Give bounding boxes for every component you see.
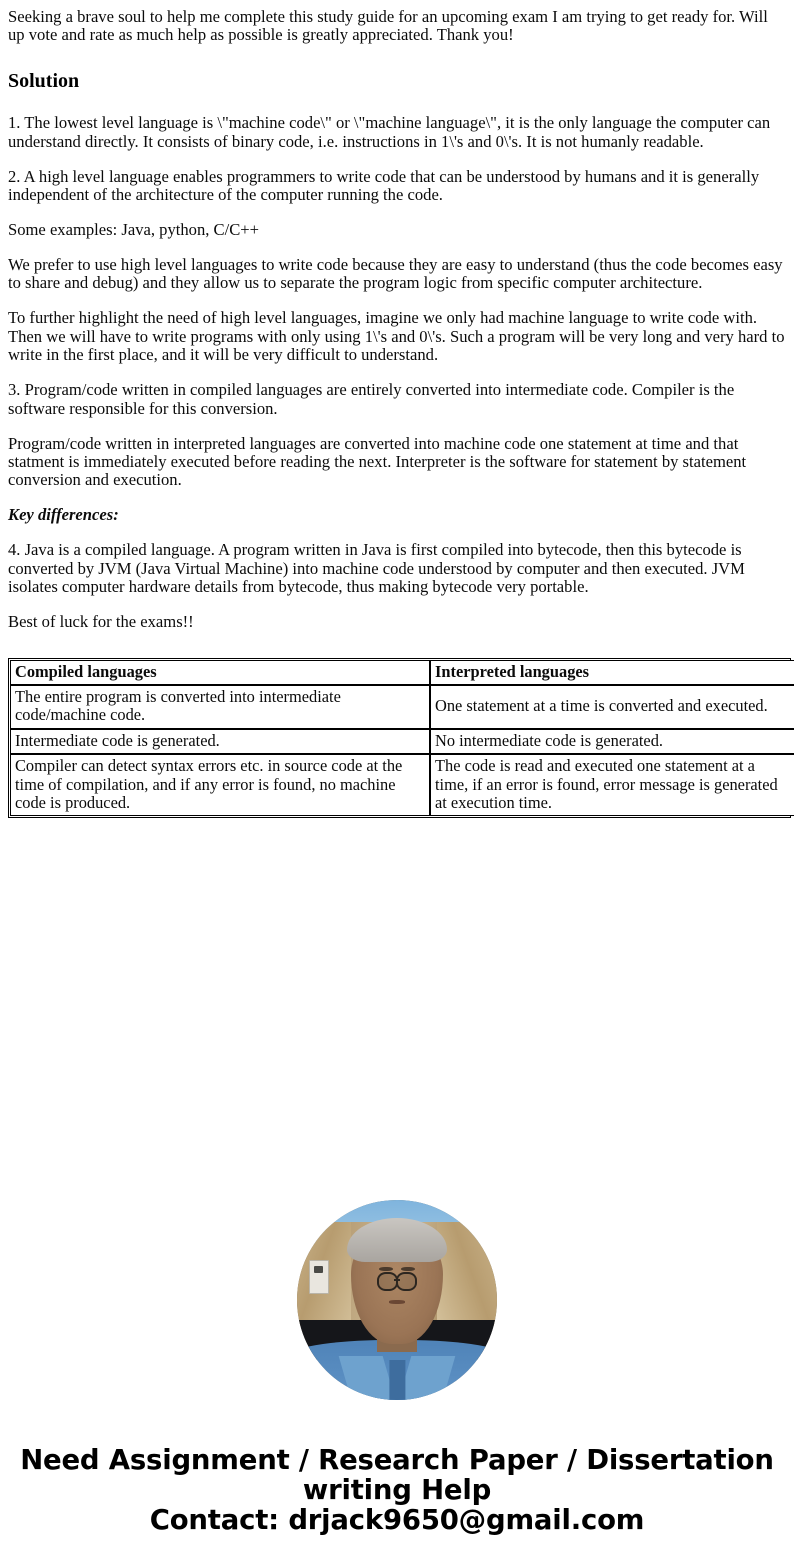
avatar-background-switch — [309, 1260, 329, 1294]
key-differences-label: Key differences: — [8, 505, 119, 525]
table-cell-compiled-2: Intermediate code is generated. — [10, 729, 430, 754]
avatar-tie — [389, 1360, 405, 1400]
intro-paragraph: Seeking a brave soul to help me complete this study guide for an upcoming exam I am trying to get ready for. Will up vote and rate as much help as possible is greatly appreciated. Thank you! — [8, 7, 768, 45]
promo-contact-line: Contact: drjack9650@gmail.com — [149, 1503, 645, 1536]
avatar-section — [8, 1200, 786, 1400]
highlight-paragraph: To further highlight the need of high level languages, imagine we only had machine language to write code with. Then we will have to write programs with only using 1\'s and 0\'s. Such a program will be very long and very hard to write in the first place, and it will be very difficult to understand. — [8, 308, 785, 365]
table-cell-interpreted-1: One statement at a time is converted and executed. — [430, 685, 794, 729]
table-cell-compiled-1: The entire program is converted into intermediate code/machine code. — [10, 685, 430, 729]
avatar — [297, 1200, 497, 1400]
table-header-compiled: Compiled languages — [10, 660, 430, 685]
interpreted-paragraph: Program/code written in interpreted languages are converted into machine code one statement at time and that statment is immediately executed before reading the next. Interpreter is the software for statement by statement conversion and execution. — [8, 433, 747, 490]
table-cell-interpreted-3: The code is read and executed one statement at a time, if an error is found, error message is generated at execution time. — [430, 754, 794, 816]
table-header-row — [10, 660, 794, 685]
avatar-glasses-bridge — [394, 1279, 400, 1281]
answer-paragraph-2: 2. A high level language enables programmers to write code that can be understood by humans and it is generally independent of the architecture of the computer running the code. — [8, 166, 760, 205]
table-cell-compiled-3: Compiler can detect syntax errors etc. in source code at the time of compilation, and if any error is found, no machine code is produced. — [10, 754, 430, 816]
avatar-background-wall-right — [437, 1222, 497, 1326]
avatar-lens-left — [377, 1272, 398, 1291]
avatar-lens-right — [396, 1272, 417, 1291]
closing-paragraph: Best of luck for the exams!! — [8, 612, 194, 632]
comparison-table-frame — [8, 658, 791, 819]
promo-line-1: Need Assignment / Research Paper / Dissertation — [20, 1444, 774, 1477]
table-row — [10, 754, 794, 816]
table-cell-interpreted-2: No intermediate code is generated. — [430, 729, 794, 754]
solution-heading: Solution — [8, 69, 80, 92]
glasses-icon — [377, 1272, 417, 1287]
promo-block — [8, 1446, 786, 1535]
answer-paragraph-4: 4. Java is a compiled language. A program written in Java is first compiled into bytecode, then this bytecode is converted by JVM (Java Virtual Machine) into machine code understood by computer and then executed. JVM isolates computer hardware details from bytecode, thus making bytecode very portable. — [8, 540, 745, 597]
table-row — [10, 729, 794, 754]
table-row — [10, 685, 794, 729]
preference-paragraph: We prefer to use high level languages to write code because they are easy to understand (thus the code becomes easy to share and debug) and they allow us to separate the program logic from specific computer architecture. — [8, 255, 783, 293]
examples-paragraph: Some examples: Java, python, C/C++ — [8, 220, 260, 240]
avatar-mouth — [389, 1300, 406, 1303]
avatar-eyebrow-left — [379, 1267, 394, 1272]
comparison-table — [10, 660, 794, 817]
answer-paragraph-1: 1. The lowest level language is \"machine code\" or \"machine language\", it is the only language the computer can understand directly. It consists of binary code, i.e. instructions in 1\'s and 0\'s. It is not humanly readable. — [8, 113, 771, 151]
avatar-eyebrow-right — [401, 1267, 416, 1272]
promo-line-2: writing Help — [302, 1473, 492, 1506]
table-header-interpreted: Interpreted languages — [430, 660, 794, 685]
answer-paragraph-3: 3. Program/code written in compiled languages are entirely converted into intermediate code. Compiler is the software responsible for this conversion. — [8, 380, 735, 418]
